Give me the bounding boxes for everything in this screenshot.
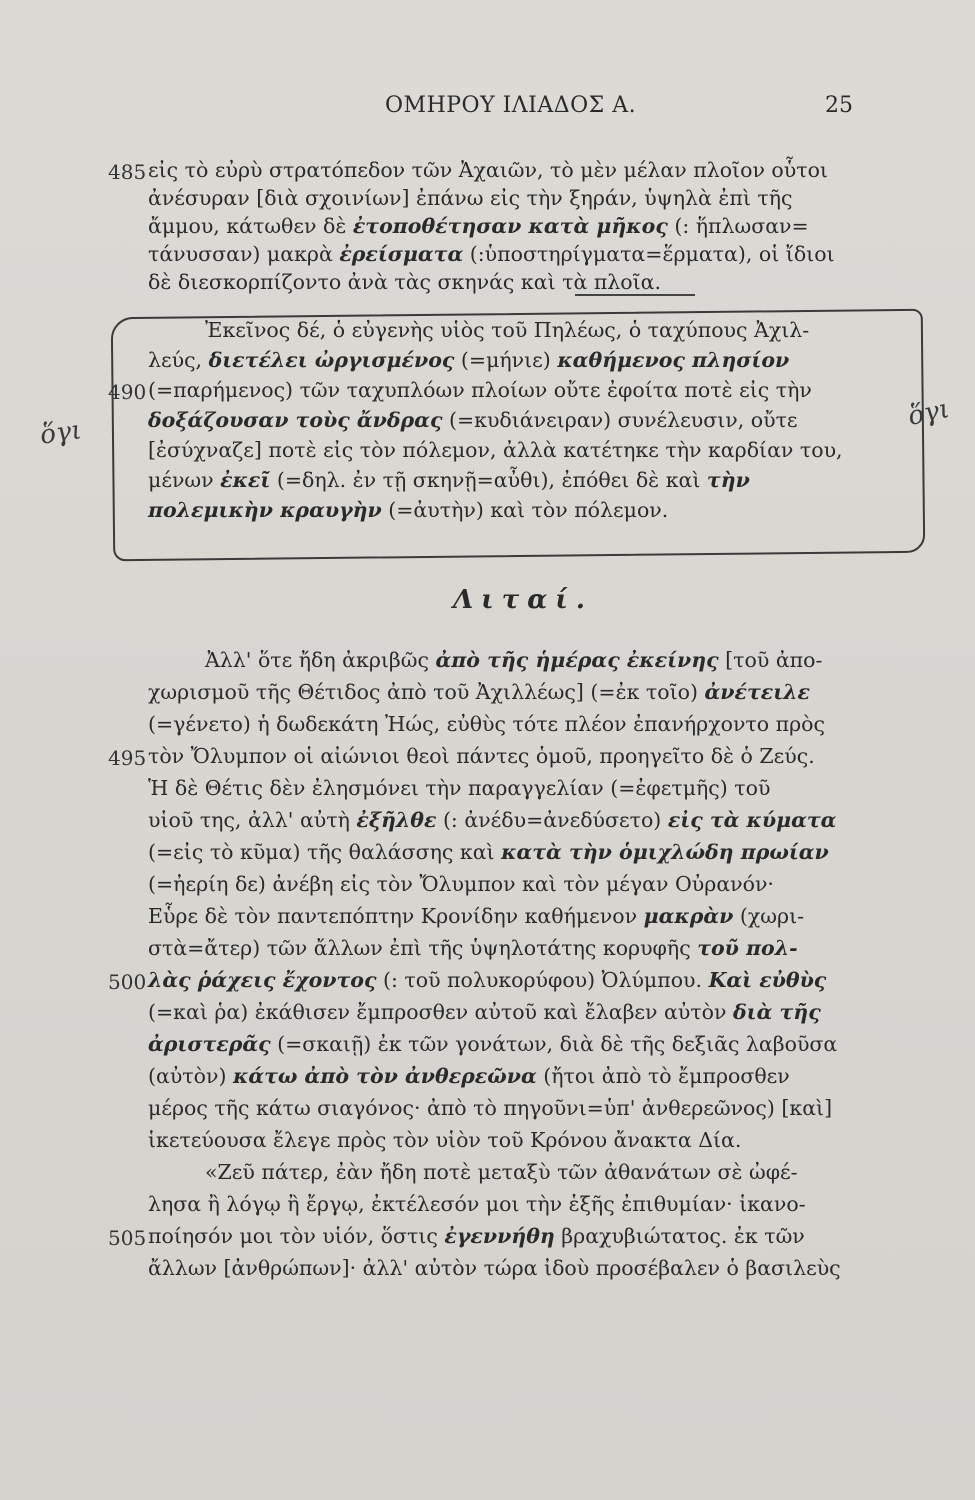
text-line: στὰ=ἄτερ) τῶν ἄλλων ἐπὶ τῆς ὑψηλοτάτης κορυφῆς τοῦ πολ-: [148, 936, 798, 960]
text-line: ποίησόν μοι τὸν υἱόν, ὅστις ἐγεννήθη βραχυβιώτατος. ἐκ τῶν: [148, 1224, 805, 1248]
text-line: δοξάζουσαν τοὺς ἄνδρας (=κυδιάνειραν) συνέλευσιν, οὔτε: [148, 408, 798, 432]
text-line: (=παρήμενος) τῶν ταχυπλόων πλοίων οὔτε ἐφοίτα ποτὲ εἰς τὴν: [148, 378, 812, 402]
text-line: λησα ἢ λόγῳ ἢ ἔργῳ, ἐκτέλεσόν μοι τὴν ἑξῆς ἐπιθυμίαν· ἱκανο-: [148, 1192, 806, 1216]
text-line: πολεμικὴν κραυγὴν (=ἀυτὴν) καὶ τὸν πόλεμον.: [148, 498, 669, 522]
text-line: ἄμμου, κάτωθεν δὲ ἐτοποθέτησαν κατὰ μῆκος (: ἥπλωσαν=: [148, 214, 809, 238]
running-head-title: ΟΜΗΡΟΥ ΙΛΙΑΔΟΣ Α.: [385, 93, 637, 118]
text-line: μέρος τῆς κάτω σιαγόνος· ἀπὸ τὸ πηγοῦνι=ὑπ' ἀνθερεῶνος) [καὶ]: [148, 1096, 833, 1120]
text-line: τὸν Ὄλυμπον οἱ αἰώνιοι θεοὶ πάντες ὁμοῦ, προηγεῖτο δὲ ὁ Ζεύς.: [148, 744, 815, 768]
text-line: (=ἠερίη δε) ἀνέβη εἰς τὸν Ὄλυμπον καὶ τὸν μέγαν Οὐρανόν·: [148, 872, 774, 896]
line-number-495: 495: [108, 746, 147, 770]
underline-rule: [575, 294, 695, 296]
text-line: (αὐτὸν) κάτω ἀπὸ τὸν ἀνθερεῶνα (ἤτοι ἀπὸ τὸ ἔμπροσθεν: [148, 1064, 790, 1088]
text-line: (=καὶ ῥα) ἐκάθισεν ἔμπροσθεν αὐτοῦ καὶ ἔλαβεν αὐτὸν διὰ τῆς: [148, 1000, 821, 1024]
text-line: ἄλλων [ἀνθρώπων]· ἀλλ' αὐτὸν τώρα ἰδοὺ προσέβαλεν ὁ βασιλεὺς: [148, 1256, 841, 1280]
text-line: (=εἰς τὸ κῦμα) τῆς θαλάσσης καὶ κατὰ τὴν ὁμιχλώδη πρωίαν: [148, 840, 829, 864]
text-line: Ἀλλ' ὅτε ἤδη ἀκριβῶς ἀπὸ τῆς ἡμέρας ἐκείνης [τοῦ ἀπο-: [205, 648, 823, 672]
page-number: 25: [825, 93, 853, 118]
text-line: χωρισμοῦ τῆς Θέτιδος ἀπὸ τοῦ Ἀχιλλέως] (=ἐκ τοῖο) ἀνέτειλε: [148, 680, 810, 704]
text-line: ἀνέσυραν [διὰ σχοινίων] ἐπάνω εἰς τὴν ξηράν, ὑψηλὰ ἐπὶ τῆς: [148, 186, 793, 210]
margin-note-left: ὅγι: [38, 415, 84, 451]
line-number-490: 490: [108, 380, 147, 404]
line-number-500: 500: [108, 970, 147, 994]
line-number-485: 485: [108, 160, 147, 184]
text-line: εἰς τὸ εὐρὺ στρατόπεδον τῶν Ἀχαιῶν, τὸ μὲν μέλαν πλοῖον οὗτοι: [148, 158, 828, 182]
text-line: μένων ἐκεῖ (=δηλ. ἐν τῇ σκηνῇ=αὖθι), ἐπόθει δὲ καὶ τὴν: [148, 468, 750, 492]
text-line: (=γένετο) ἡ δωδεκάτη Ἠώς, εὐθὺς τότε πλέον ἐπανήρχοντο πρὸς: [148, 712, 825, 736]
text-line: ἱκετεύουσα ἔλεγε πρὸς τὸν υἱὸν τοῦ Κρόνου ἄνακτα Δία.: [148, 1128, 742, 1152]
line-number-505: 505: [108, 1226, 147, 1250]
text-line: τάνυσσαν) μακρὰ ἐρείσματα (:ὑποστηρίγματα=ἕρματα), οἱ ἴδιοι: [148, 242, 835, 266]
text-line: λεύς, διετέλει ὠργισμένος (=μήνιε) καθήμενος πλησίον: [148, 348, 790, 372]
section-title: Λιταί.: [453, 585, 593, 615]
text-line: [ἐσύχναζε] ποτὲ εἰς τὸν πόλεμον, ἀλλὰ κατέτηκε τὴν καρδίαν του,: [148, 438, 843, 462]
text-line: Ἡ δὲ Θέτις δὲν ἐλησμόνει τὴν παραγγελίαν (=ἐφετμῆς) τοῦ: [148, 776, 771, 800]
text-line: λὰς ῥάχεις ἔχοντος (: τοῦ πολυκορύφου) Ὀλύμπου. Καὶ εὐθὺς: [148, 968, 827, 992]
text-line: ἀριστερᾶς (=σκαιῇ) ἐκ τῶν γονάτων, διὰ δὲ τῆς δεξιᾶς λαβοῦσα: [148, 1032, 838, 1056]
text-line: δὲ διεσκορπίζοντο ἀνὰ τὰς σκηνάς καὶ τὰ πλοῖα.: [148, 270, 662, 294]
text-line: υἱοῦ της, ἀλλ' αὐτὴ ἐξῆλθε (: ἀνέδυ=ἀνεδύσετο) εἰς τὰ κύματα: [148, 808, 837, 832]
text-line: «Ζεῦ πάτερ, ἐὰν ἤδη ποτὲ μεταξὺ τῶν ἀθανάτων σὲ ὠφέ-: [205, 1160, 798, 1184]
text-line: Εὗρε δὲ τὸν παντεπόπτην Κρονίδην καθήμενον μακρὰν (χωρι-: [148, 904, 805, 928]
margin-note-right: ὅγι: [905, 394, 953, 432]
text-line: Ἐκεῖνος δέ, ὁ εὐγενὴς υἱὸς τοῦ Πηλέως, ὁ ταχύπους Ἀχιλ-: [205, 318, 810, 342]
hand-drawn-box: [111, 309, 926, 561]
running-head: [0, 93, 975, 123]
